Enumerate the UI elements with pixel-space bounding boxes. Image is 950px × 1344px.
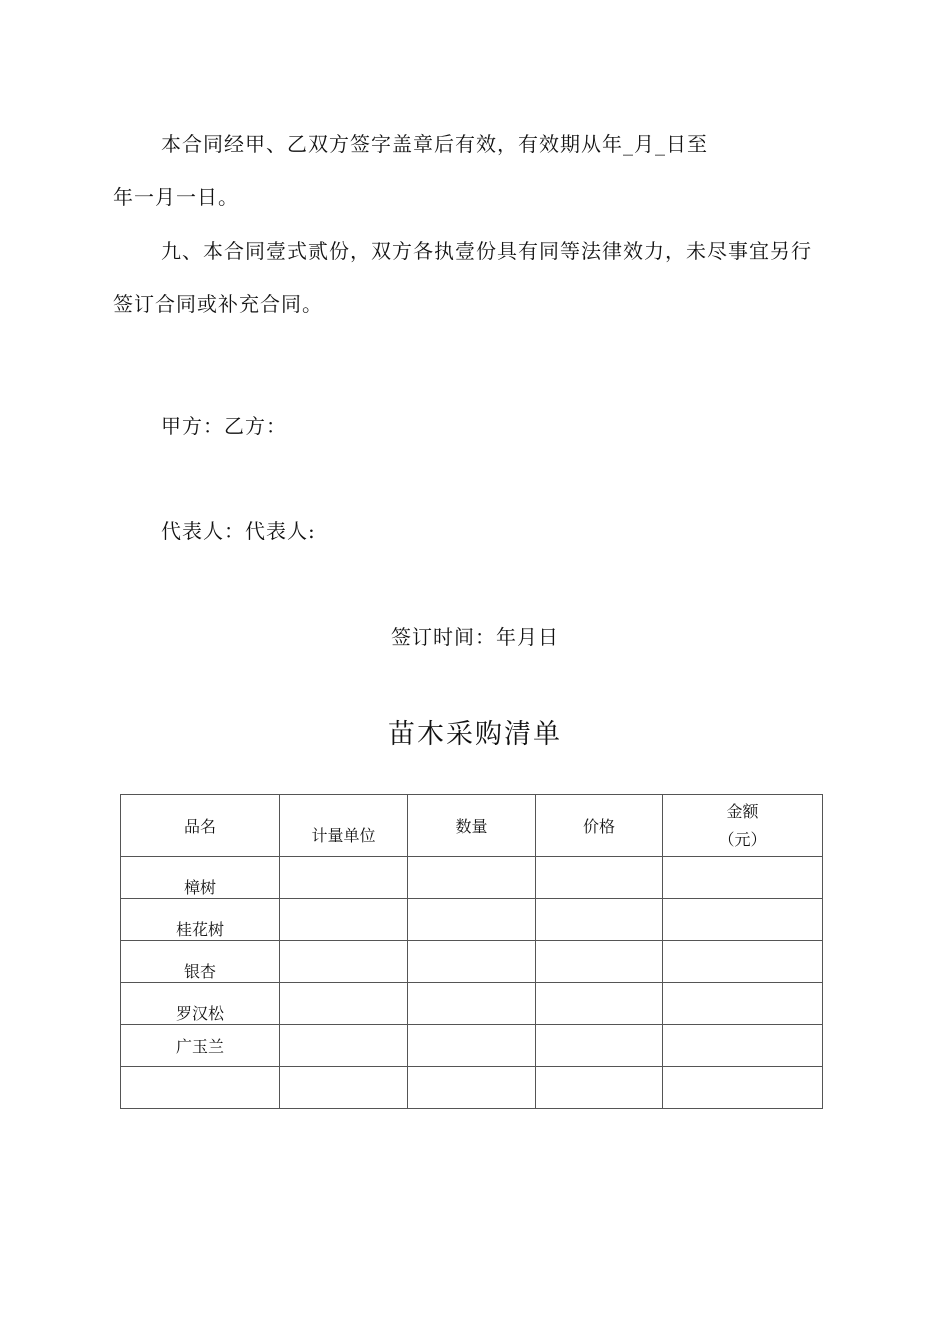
header-amount-text: 金额 (726, 801, 759, 821)
row-price-cell (536, 857, 663, 899)
header-quantity (408, 795, 536, 857)
parties-line: 甲方：乙方： (161, 414, 287, 438)
row-name-text: 桂花树 (175, 920, 224, 939)
row-unit-cell (280, 1025, 408, 1067)
row-quantity-cell (408, 941, 536, 983)
row-name-text: 银杏 (183, 962, 216, 981)
header-quantity-text: 数量 (455, 817, 488, 836)
header-name-text: 品名 (183, 817, 216, 836)
row-amount-cell (663, 941, 823, 983)
clause-nine-line2: 签订合同或补充合同。 (113, 292, 323, 316)
row-unit-cell (280, 1067, 408, 1109)
row-unit-cell (280, 941, 408, 983)
row-name-cell (121, 1025, 280, 1067)
row-price-cell (536, 1025, 663, 1067)
table-row (121, 983, 823, 1025)
row-unit-cell (280, 899, 408, 941)
representatives-line: 代表人：代表人: (161, 519, 316, 543)
header-price (536, 795, 663, 857)
table-row (121, 1025, 823, 1067)
row-name-text: 樟树 (183, 878, 216, 897)
header-name (121, 795, 280, 857)
header-unit (280, 795, 408, 857)
seedling-purchase-table (120, 794, 823, 1109)
row-quantity-cell (408, 899, 536, 941)
row-name-cell (121, 1067, 280, 1109)
row-quantity-cell (408, 1067, 536, 1109)
validity-clause-line2: 年一月一日。 (113, 185, 239, 209)
table-title: 苗木采购清单 (388, 719, 562, 750)
table-header-row (121, 795, 823, 857)
row-quantity-cell (408, 983, 536, 1025)
table-row (121, 857, 823, 899)
row-quantity-cell (408, 1025, 536, 1067)
header-amount (663, 795, 823, 857)
row-amount-cell (663, 1025, 823, 1067)
row-quantity-cell (408, 857, 536, 899)
row-name-text: 广玉兰 (175, 1037, 224, 1056)
clause-nine-line1: 九、本合同壹式贰份，双方各执壹份具有同等法律效力，未尽事宜另行 (161, 239, 812, 263)
table-row (121, 899, 823, 941)
signing-date-line: 签订时间：年月日 (391, 625, 559, 649)
table-row (121, 1067, 823, 1109)
row-price-cell (536, 899, 663, 941)
row-price-cell (536, 1067, 663, 1109)
row-price-cell (536, 983, 663, 1025)
row-amount-cell (663, 899, 823, 941)
validity-clause-line1: 本合同经甲、乙双方签字盖章后有效，有效期从年_月_日至 (161, 132, 708, 156)
row-name-cell (121, 899, 280, 941)
header-amount-unit-text: （元） (718, 829, 767, 849)
row-unit-cell (280, 857, 408, 899)
row-name-cell (121, 983, 280, 1025)
row-amount-cell (663, 1067, 823, 1109)
header-price-text: 价格 (582, 817, 615, 836)
row-amount-cell (663, 983, 823, 1025)
table-row (121, 941, 823, 983)
row-unit-cell (280, 983, 408, 1025)
header-unit-text: 计量单位 (311, 826, 376, 845)
row-name-cell (121, 857, 280, 899)
row-name-text: 罗汉松 (175, 1004, 224, 1023)
row-price-cell (536, 941, 663, 983)
row-name-cell (121, 941, 280, 983)
row-amount-cell (663, 857, 823, 899)
